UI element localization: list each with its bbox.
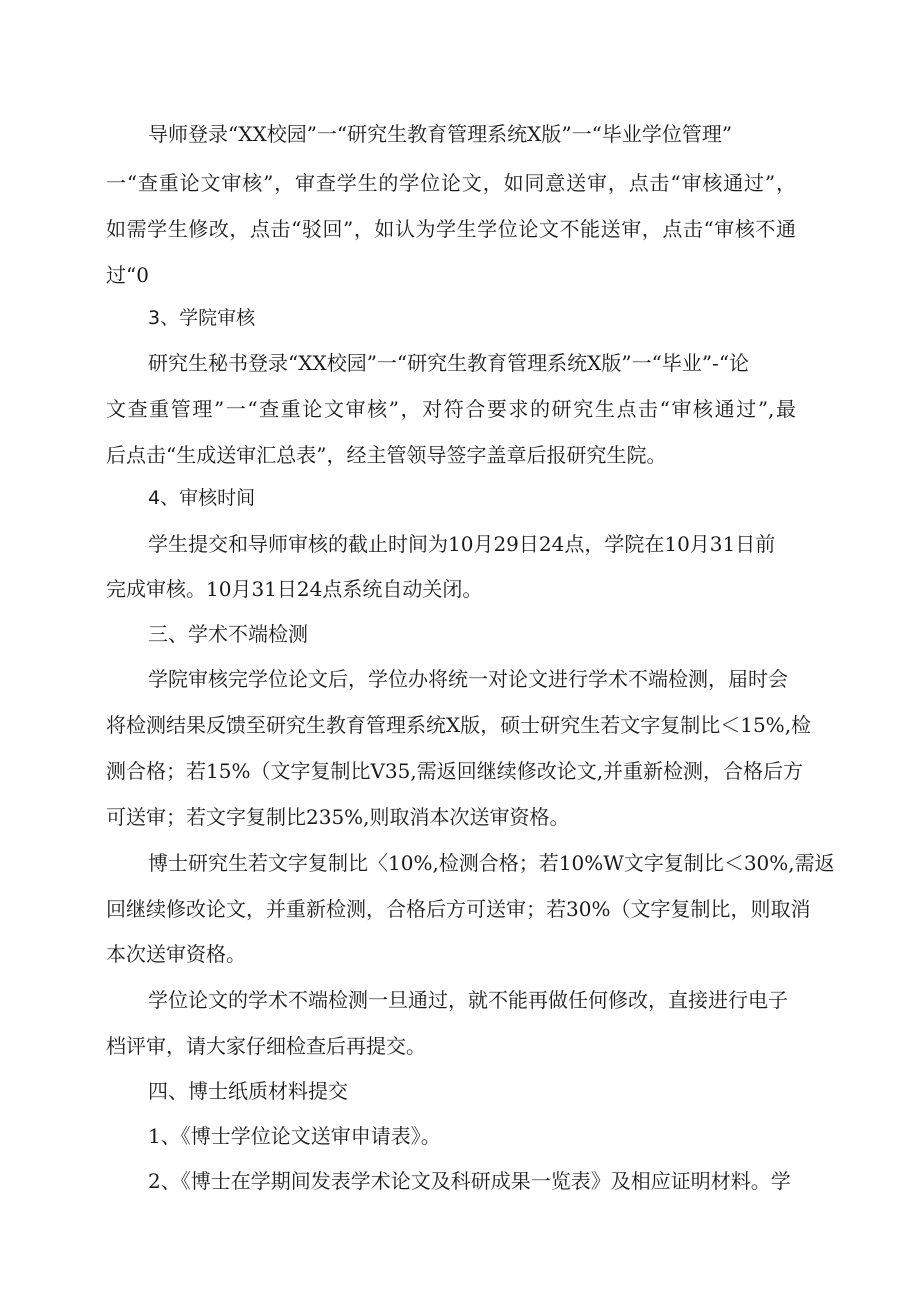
section-heading: 3、学院审核 (148, 307, 256, 329)
section-heading: 四、博士纸质材料提交 (148, 1079, 348, 1103)
paragraph-line: 本次送审资格。 (106, 942, 246, 966)
paragraph-line: 学生提交和导师审核的截止时间为10月29日24点，学院在10月31日前 (148, 532, 776, 556)
paragraph-line: 研究生秘书登录“XX校园”一“研究生教育管理系统X版”一“毕业”-“论 (148, 351, 750, 375)
paragraph-line: 博士研究生若文字复制比〈10%,检测合格；若10%W文字复制比＜30%,需返 (148, 851, 835, 875)
paragraph-line: 将检测结果反馈至研究生教育管理系统X版，硕士研究生若文字复制比＜15%,检 (106, 713, 812, 737)
paragraph-line: 学位论文的学术不端检测一旦通过，就不能再做任何修改，直接进行电子 (148, 988, 788, 1012)
list-item: 1、《博士学位论文送审申请表》。 (148, 1124, 441, 1148)
paragraph-line: 导师登录“XX校园”一“研究生教育管理系统X版”一“毕业学位管理” (148, 122, 733, 146)
paragraph-line: 后点击“生成送审汇总表”，经主管领导签字盖章后报研究生院。 (106, 443, 667, 467)
paragraph-line: 测合格；若15%（文字复制比V35,需返回继续修改论文,并重新检测，合格后方 (106, 759, 804, 783)
paragraph-line: 学院审核完学位论文后，学位办将统一对论文进行学术不端检测，届时会 (148, 667, 788, 691)
paragraph-line: 文查重管理”一“查重论文审核”，对符合要求的研究生点击“审核通过”,最 (106, 397, 796, 421)
paragraph-line: 过“0 (106, 263, 149, 287)
paragraph-line: 完成审核。10月31日24点系统自动关闭。 (106, 577, 483, 601)
paragraph-line: 档评审，请大家仔细检查后再提交。 (106, 1034, 426, 1058)
paragraph-line: 回继续修改论文，并重新检测，合格后方可送审；若30%（文字复制比，则取消 (106, 897, 811, 921)
list-item: 2、《博士在学期间发表学术论文及科研成果一览表》及相应证明材料。学 (148, 1169, 791, 1193)
section-heading: 4、审核时间 (148, 487, 256, 509)
paragraph-line: 如需学生修改，点击“驳回”，如认为学生学位论文不能送审，点击“审核不通 (106, 217, 796, 241)
section-heading: 三、学术不端检测 (148, 622, 308, 646)
paragraph-line: 一“查重论文审核”，审查学生的学位论文，如同意送审，点击“审核通过”， (106, 171, 796, 195)
paragraph-line: 可送审；若文字复制比235%,则取消本次送审资格。 (106, 805, 570, 829)
